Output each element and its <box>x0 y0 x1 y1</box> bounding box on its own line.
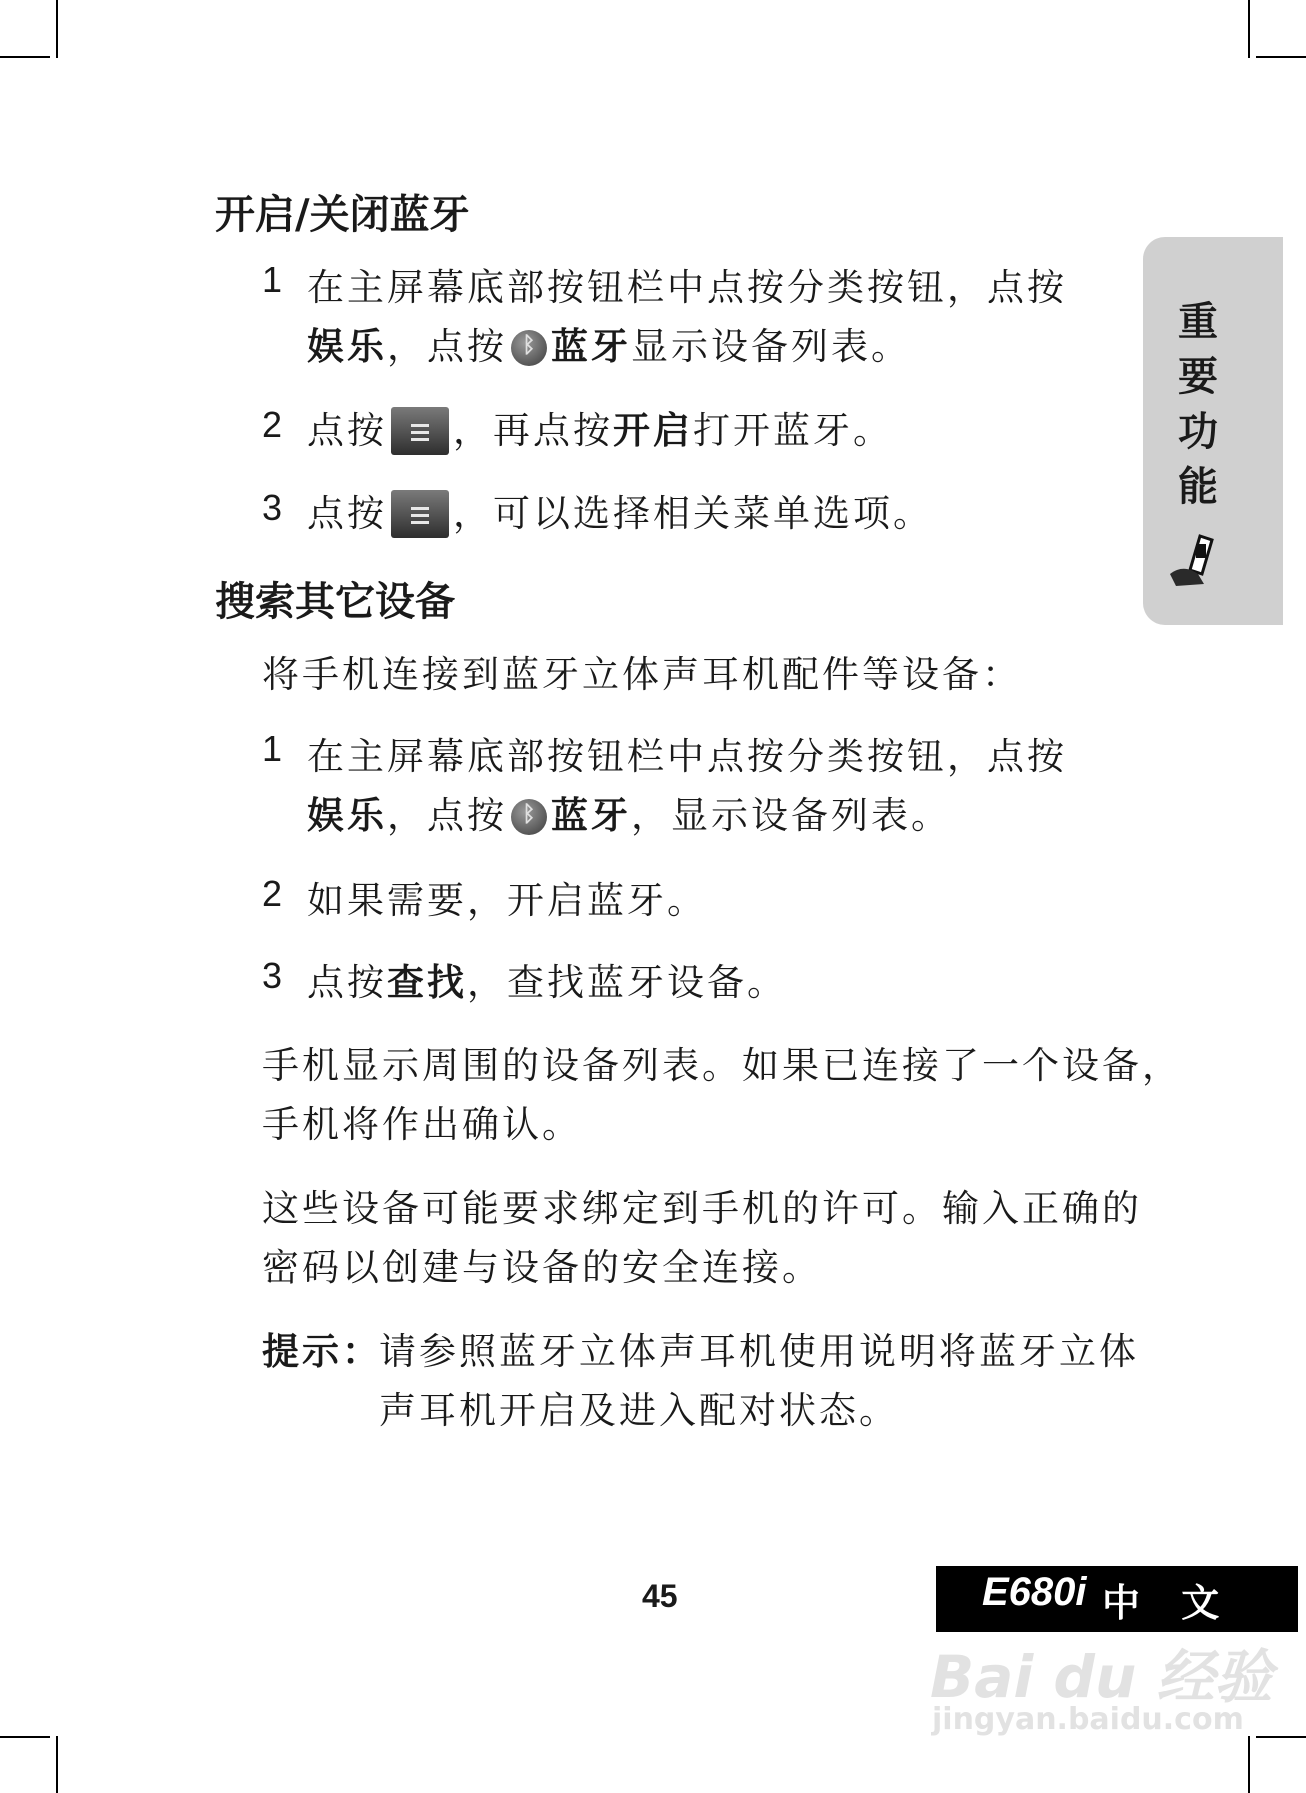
step-text: 在主屏幕底部按钮栏中点按分类按钮，点按 <box>307 266 1067 309</box>
step-text-continued <box>307 316 911 370</box>
section-intro: 将手机连接到蓝牙立体声耳机配件等设备： <box>262 653 1022 696</box>
step-text: 点按 <box>307 409 387 452</box>
section-title-toggle-bluetooth: 开启/关闭蓝牙 <box>215 191 470 238</box>
crop-mark <box>0 56 50 58</box>
crop-mark <box>56 1736 58 1793</box>
step-text: 在主屏幕底部按钮栏中点按分类按钮，点按 <box>307 735 1067 778</box>
step-text: 点按 <box>307 961 387 1004</box>
step-number: 2 <box>262 873 283 914</box>
step-number: 3 <box>262 487 283 528</box>
step-text: ，再点按 <box>453 409 613 452</box>
paragraph-line: 密码以创建与设备的安全连接。 <box>262 1246 822 1289</box>
paragraph-line: 手机显示周围的设备列表。如果已连接了一个设备， <box>262 1044 1182 1087</box>
bluetooth-icon: ᛒ <box>511 799 547 835</box>
watermark-url: jingyan.baidu.com <box>932 1702 1244 1737</box>
bold-term: 娱乐 <box>307 794 387 837</box>
bold-term: 开启 <box>613 409 693 452</box>
footer-language: 中 文 <box>1102 1581 1234 1625</box>
crop-mark <box>1248 0 1250 58</box>
crop-mark <box>56 0 58 58</box>
bold-term: 蓝牙 <box>551 794 631 837</box>
step-text-continued <box>307 785 951 839</box>
step-text: 打开蓝牙。 <box>693 409 893 452</box>
page-number: 45 <box>642 1578 678 1614</box>
step-text: 如果需要，开启蓝牙。 <box>307 879 707 922</box>
step-text <box>307 483 933 538</box>
side-tab-char: 要 <box>1178 353 1218 400</box>
side-tab-char: 功 <box>1178 408 1218 455</box>
step-number: 1 <box>262 728 283 769</box>
step-number: 2 <box>262 404 283 445</box>
section-title-search-devices: 搜索其它设备 <box>215 578 455 625</box>
step-text: ，查找蓝牙设备。 <box>467 961 787 1004</box>
tip-text: 声耳机开启及进入配对状态。 <box>379 1389 899 1432</box>
footer-model: E680i <box>982 1570 1087 1614</box>
step-text <box>307 952 787 1006</box>
phone-hand-icon <box>1162 530 1226 594</box>
paragraph-line: 手机将作出确认。 <box>262 1103 582 1146</box>
crop-mark <box>1256 1736 1306 1738</box>
step-text: 显示设备列表。 <box>631 325 911 368</box>
bold-term: 查找 <box>387 961 467 1004</box>
bluetooth-icon: ᛒ <box>511 330 547 366</box>
crop-mark <box>1248 1736 1250 1793</box>
step-number: 1 <box>262 259 283 300</box>
bold-term: 蓝牙 <box>551 325 631 368</box>
bold-term: 娱乐 <box>307 325 387 368</box>
step-text: ，点按 <box>387 794 507 837</box>
step-text: 点按 <box>307 492 387 535</box>
paragraph-line: 这些设备可能要求绑定到手机的许可。输入正确的 <box>262 1187 1142 1230</box>
side-tab-char: 能 <box>1178 463 1218 510</box>
crop-mark <box>1256 56 1306 58</box>
step-text <box>307 400 893 455</box>
crop-mark <box>0 1736 50 1738</box>
watermark-brand: Bai du 经验 <box>930 1643 1273 1711</box>
tip-label: 提示： <box>262 1330 382 1373</box>
step-number: 3 <box>262 955 283 996</box>
menu-button-icon <box>391 490 449 538</box>
menu-button-icon <box>391 407 449 455</box>
step-text: ，可以选择相关菜单选项。 <box>453 492 933 535</box>
step-text: ，点按 <box>387 325 507 368</box>
tip-text: 请参照蓝牙立体声耳机使用说明将蓝牙立体 <box>379 1330 1139 1373</box>
step-text: ，显示设备列表。 <box>631 794 951 837</box>
side-tab-char: 重 <box>1178 298 1218 345</box>
